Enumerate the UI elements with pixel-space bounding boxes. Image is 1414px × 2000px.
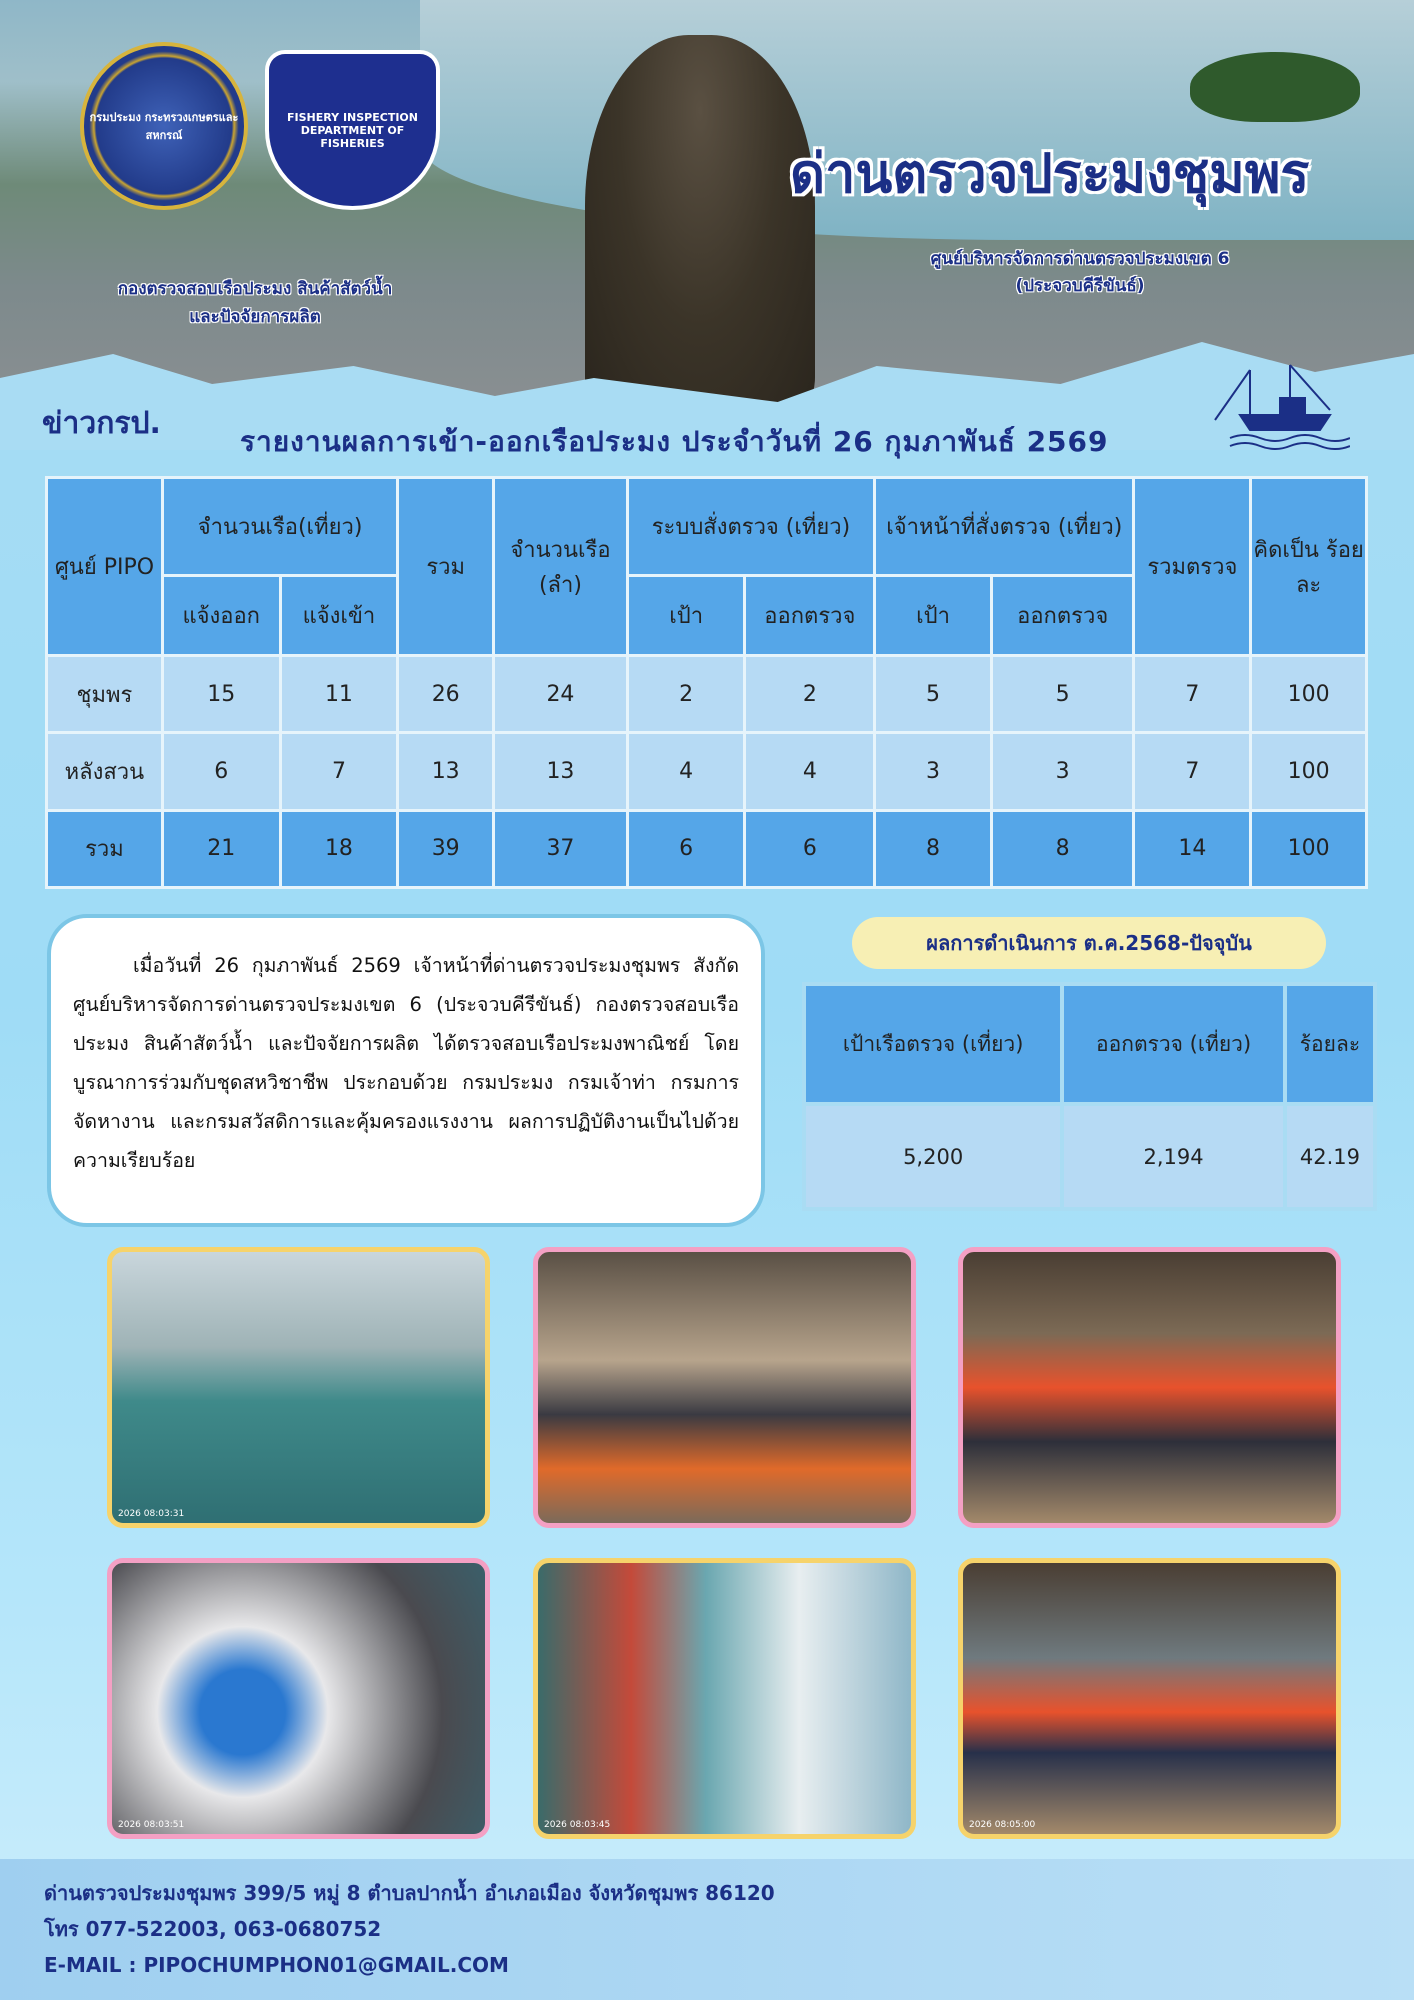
page-title: ด่านตรวจประมงชุมพร xyxy=(790,142,1310,205)
header-officer-ordered: เจ้าหน้าที่สั่งตรวจ (เที่ยว) xyxy=(875,478,1134,576)
header-system-target: เป้า xyxy=(627,576,745,656)
center-line2: (ประจวบคีรีขันธ์) xyxy=(1015,276,1145,296)
value-target: 5,200 xyxy=(804,1104,1062,1209)
footer-email: E-MAIL : PIPOCHUMPHON01@GMAIL.COM xyxy=(44,1953,509,1977)
cell: 21 xyxy=(162,810,280,887)
cell: 6 xyxy=(627,810,745,887)
cell: 4 xyxy=(745,733,875,810)
header-total: รวม xyxy=(398,478,494,656)
statue-image xyxy=(585,35,815,410)
island xyxy=(1190,52,1360,122)
cell: 5 xyxy=(991,656,1134,733)
cell: 11 xyxy=(280,656,398,733)
cell: 5 xyxy=(875,656,992,733)
department-of-fisheries-seal xyxy=(80,42,248,210)
footer-contact xyxy=(0,1859,1414,2000)
header-system-ordered: ระบบสั่งตรวจ (เที่ยว) xyxy=(627,478,874,576)
seal-text: กรมประมง กระทรวงเกษตรและสหกรณ์ xyxy=(89,111,239,142)
header-system-inspected: ออกตรวจ xyxy=(745,576,875,656)
table-row xyxy=(47,656,1367,733)
fishery-inspection-badge xyxy=(265,50,440,210)
news-label: ข่าวกรป. xyxy=(42,406,161,441)
daily-report-table xyxy=(45,476,1368,889)
cell: 18 xyxy=(280,810,398,887)
photo-ice-buckets xyxy=(107,1558,490,1839)
cell: 100 xyxy=(1251,810,1367,887)
photo-crew-lineup xyxy=(958,1558,1341,1839)
cell: 26 xyxy=(398,656,494,733)
cell: 3 xyxy=(875,733,992,810)
header-boats-trips: จำนวนเรือ(เที่ยว) xyxy=(162,478,397,576)
table-row xyxy=(804,1104,1375,1209)
cell: 8 xyxy=(991,810,1134,887)
cell: 14 xyxy=(1134,810,1251,887)
header-center: ศูนย์ PIPO xyxy=(47,478,163,656)
division-line1: กองตรวจสอบเรือประมง สินค้าสัตว์น้ำ xyxy=(117,279,393,299)
cell: 13 xyxy=(398,733,494,810)
photo-timestamp: 2026 08:03:31 xyxy=(118,1509,185,1519)
division-name xyxy=(60,275,450,331)
footer-phone: โทร 077-522003, 063-0680752 xyxy=(44,1917,382,1941)
photo-boat-cabin xyxy=(533,1558,916,1839)
table-row xyxy=(47,733,1367,810)
header-total-inspect: รวมตรวจ xyxy=(1134,478,1251,656)
header-in: แจ้งเข้า xyxy=(280,576,398,656)
photo-fishing-boat-hull xyxy=(107,1247,490,1528)
fishing-boat-icon xyxy=(1210,360,1350,450)
cell: 100 xyxy=(1251,733,1367,810)
photo-timestamp: 2026 08:03:45 xyxy=(544,1820,611,1830)
header-percent: คิดเป็น ร้อยละ xyxy=(1251,478,1367,656)
table-row-total xyxy=(47,810,1367,887)
cumulative-results-table xyxy=(802,982,1377,1211)
header-boats-count: จำนวนเรือ (ลำ) xyxy=(494,478,628,656)
value-inspected: 2,194 xyxy=(1062,1104,1285,1209)
summary-paragraph xyxy=(47,914,765,1227)
cell: 37 xyxy=(494,810,628,887)
cell: 2 xyxy=(627,656,745,733)
cell: รวม xyxy=(47,810,163,887)
cell: 8 xyxy=(875,810,992,887)
cell: 15 xyxy=(162,656,280,733)
cell: 3 xyxy=(991,733,1134,810)
cell: 6 xyxy=(745,810,875,887)
cell: 100 xyxy=(1251,656,1367,733)
value-percent: 42.19 xyxy=(1285,1104,1375,1209)
footer-address: ด่านตรวจประมงชุมพร 399/5 หมู่ 8 ตำบลปากน้ำ อำเภอเมือง จังหวัดชุมพร 86120 xyxy=(44,1881,775,1905)
cell: 7 xyxy=(1134,733,1251,810)
badge-text: FISHERY INSPECTION DEPARTMENT OF FISHERIES xyxy=(287,110,418,150)
cell: 39 xyxy=(398,810,494,887)
paragraph-text: เมื่อวันที่ 26 กุมภาพันธ์ 2569 เจ้าหน้าที่ด่านตรวจประมงชุมพร สังกัดศูนย์บริหารจัดการด่านตรวจประมงเขต 6 (ประจวบคีรีขันธ์) กองตรวจสอบเรือประมง สินค้าสัตว์น้ำ และปัจจัยการผลิต ได้ตรวจสอบเรือประมงพาณิชย์ โดยบูรณาการร่วมกับชุดสหวิชาชีพ ประกอบด้วย กรมประมง กรมเจ้าท่า กรมการจัดหางาน และกรมสวัสดิการและคุ้มครองแรงงาน ผลการปฏิบัติงานเป็นไปด้วยความเรียบร้อย xyxy=(73,954,739,1172)
cell: ชุมพร xyxy=(47,656,163,733)
photo-crew-in-life-jackets xyxy=(958,1247,1341,1528)
cell: 7 xyxy=(1134,656,1251,733)
photo-timestamp: 2026 08:05:00 xyxy=(969,1820,1036,1830)
cell: หลังสวน xyxy=(47,733,163,810)
photo-officers-inspecting-documents xyxy=(533,1247,916,1528)
cell: 24 xyxy=(494,656,628,733)
report-title: รายงานผลการเข้า-ออกเรือประมง ประจำวันที่ 26 กุมภาพันธ์ 2569 xyxy=(240,425,1109,458)
cell: 6 xyxy=(162,733,280,810)
cell: 4 xyxy=(627,733,745,810)
center-line1: ศูนย์บริหารจัดการด่านตรวจประมงเขต 6 xyxy=(930,249,1230,269)
header-officer-target: เป้า xyxy=(875,576,992,656)
division-line2: และปัจจัยการผลิต xyxy=(189,307,321,327)
header-target-trips: เป้าเรือตรวจ (เที่ยว) xyxy=(804,984,1062,1104)
cell: 13 xyxy=(494,733,628,810)
header-officer-inspected: ออกตรวจ xyxy=(991,576,1134,656)
cumulative-results-title: ผลการดำเนินการ ต.ค.2568-ปัจจุบัน xyxy=(852,917,1326,969)
photo-timestamp: 2026 08:03:51 xyxy=(118,1820,185,1830)
header-inspected-trips: ออกตรวจ (เที่ยว) xyxy=(1062,984,1285,1104)
header-out: แจ้งออก xyxy=(162,576,280,656)
cell: 7 xyxy=(280,733,398,810)
cell: 2 xyxy=(745,656,875,733)
center-name xyxy=(860,245,1300,299)
header-percent: ร้อยละ xyxy=(1285,984,1375,1104)
